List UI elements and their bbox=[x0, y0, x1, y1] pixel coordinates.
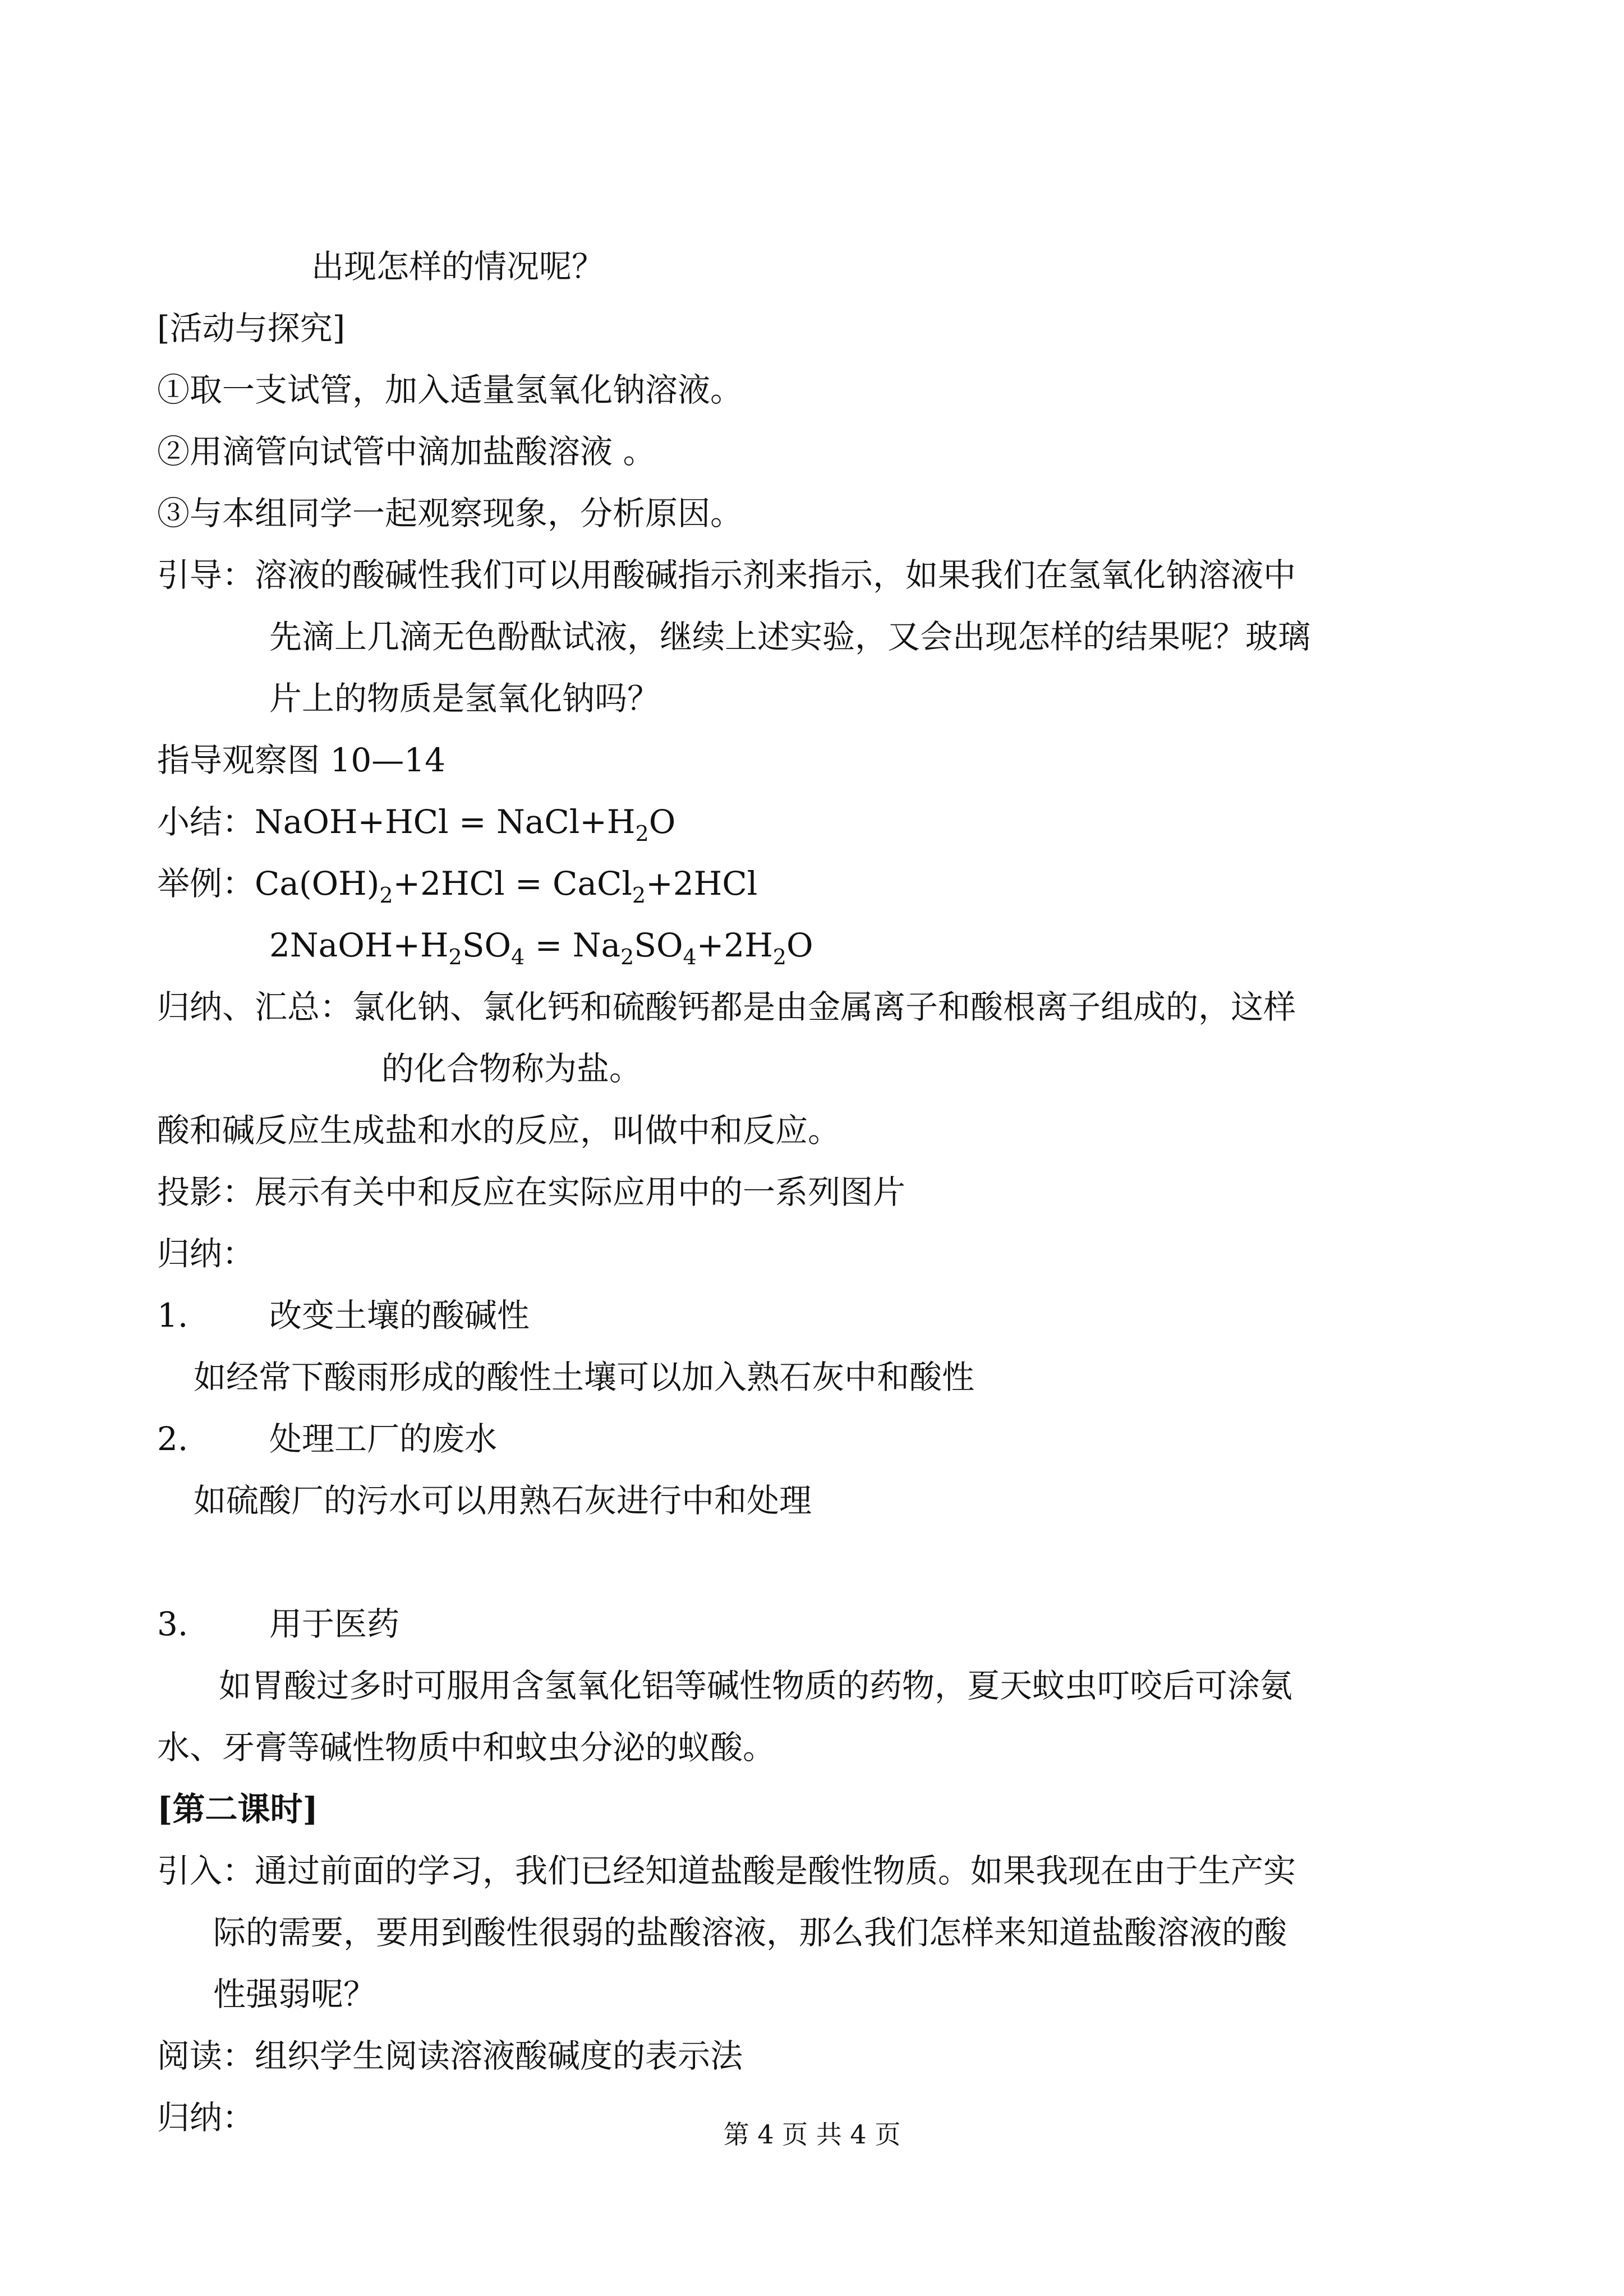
list-item-desc: 如经常下酸雨形成的酸性土壤可以加入熟石灰中和酸性 bbox=[194, 1358, 975, 1396]
equation-summary bbox=[157, 799, 675, 844]
guide-text: 溶液的酸碱性我们可以用酸碱指示剂来指示，如果我们在氢氧化钠溶液中 bbox=[255, 556, 1296, 594]
list-item bbox=[157, 1293, 530, 1338]
activity-heading: [活动与探究] bbox=[157, 309, 346, 347]
conclusion-text: 氯化钠、氯化钙和硫酸钙都是由金属离子和酸根离子组成的，这样 bbox=[352, 988, 1296, 1026]
step-1: ①取一支试管，加入适量氢氧化钠溶液。 bbox=[157, 371, 743, 409]
list-item bbox=[157, 1602, 399, 1646]
text-line: 先滴上几滴无色酚酞试液，继续上述实验，又会出现怎样的结果呢？玻璃 bbox=[269, 618, 1311, 656]
equation-3: $2NaOH+H_2SO_4 = Na_2SO_4+2H_2O$ bbox=[269, 926, 813, 969]
list-item-desc: 水、牙膏等碱性物质中和蚊虫分泌的蚁酸。 bbox=[157, 1728, 776, 1766]
text-line: 际的需要，要用到酸性很弱的盐酸溶液，那么我们怎样来知道盐酸溶液的酸 bbox=[213, 1913, 1287, 1952]
guide-label: 引导： bbox=[157, 556, 255, 594]
text-line: 性强弱呢？ bbox=[213, 1975, 376, 2013]
text-line: 的化合物称为盐。 bbox=[381, 1050, 642, 1088]
intro-paragraph bbox=[157, 1848, 1296, 1893]
list-item-desc: 如硫酸厂的污水可以用熟石灰进行中和处理 bbox=[194, 1481, 812, 1520]
step-3: ③与本组同学一起观察现象，分析原因。 bbox=[157, 494, 743, 532]
conclusion-label: 归纳、汇总： bbox=[157, 988, 353, 1026]
list-title: 处理工厂的废水 bbox=[269, 1420, 498, 1458]
list-number: 3. bbox=[157, 1605, 188, 1643]
guide-paragraph bbox=[157, 553, 1296, 597]
step-2: ②用滴管向试管中滴加盐酸溶液 。 bbox=[157, 432, 656, 471]
figure-reference: 指导观察图 10—14 bbox=[157, 741, 446, 779]
reading-line: 阅读：组织学生阅读溶液酸碱度的表示法 bbox=[157, 2037, 743, 2075]
list-number: 2. bbox=[157, 1420, 188, 1458]
list-title: 改变土壤的酸碱性 bbox=[269, 1296, 530, 1335]
equation-1: NaOH+HCl = $NaCl+H_2O$ bbox=[255, 803, 676, 846]
intro-label: 引入： bbox=[157, 1852, 255, 1890]
equation-2: $Ca(OH)_2+2HCl$ = CaCl$_2$+2HCl bbox=[255, 864, 758, 908]
example-label: 举例： bbox=[157, 864, 255, 903]
summary-heading: 归纳： bbox=[157, 2099, 255, 2137]
intro-text: 通过前面的学习，我们已经知道盐酸是酸性物质。如果我现在由于生产实 bbox=[255, 1852, 1296, 1890]
projection-line: 投影：展示有关中和反应在实际应用中的一系列图片 bbox=[157, 1173, 906, 1211]
page-footer: 第 4 页 共 4 页 bbox=[723, 2119, 901, 2150]
list-number: 1. bbox=[157, 1296, 188, 1335]
section-heading: [第二课时] bbox=[157, 1790, 318, 1828]
summary-label: 小结： bbox=[157, 803, 255, 841]
text-line: 片上的物质是氢氧化钠吗？ bbox=[269, 679, 660, 717]
equation-example bbox=[157, 861, 757, 906]
list-item-desc: 如胃酸过多时可服用含氢氧化铝等碱性物质的药物，夏天蚊虫叮咬后可涂氨 bbox=[219, 1667, 1293, 1705]
summary-heading: 归纳： bbox=[157, 1235, 255, 1273]
list-item bbox=[157, 1416, 497, 1461]
text-line: 出现怎样的情况呢？ bbox=[311, 247, 605, 286]
definition: 酸和碱反应生成盐和水的反应，叫做中和反应。 bbox=[157, 1111, 841, 1149]
list-title: 用于医药 bbox=[269, 1605, 400, 1643]
conclusion-paragraph bbox=[157, 984, 1296, 1029]
